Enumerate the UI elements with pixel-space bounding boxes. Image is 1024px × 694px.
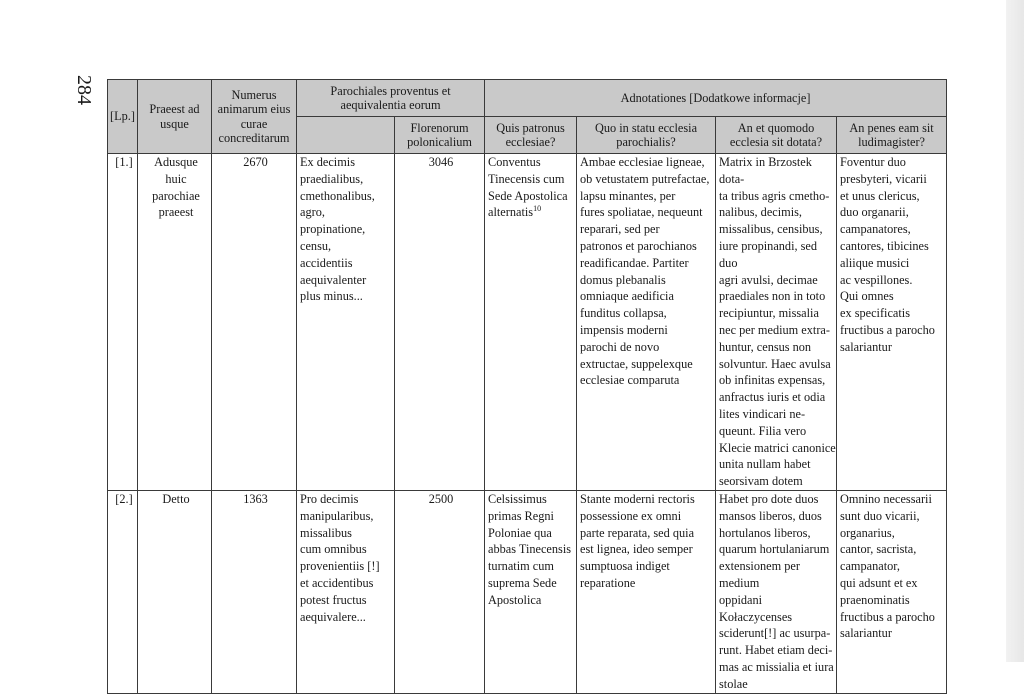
header-adnotationes-group: Adnotationes [Dodatkowe informacje]: [485, 80, 947, 117]
row-proventus: Pro decimis manipularibus, missalibus cum omnibus provenientiis [!] et accidentibus potest fructus aequivalere...: [297, 490, 395, 693]
row-numerus: 2670: [212, 154, 297, 491]
row-lp: [1.]: [108, 154, 138, 491]
row-status: Ambae ecclesiae ligneae, ob vetustatem putrefactae, lapsu minantes, per fures spoliatae, nequeunt reparari, sed per patronos et parochianos readificandae. Partiter domus plebanalis omniaque aedificia funditus collapsa, impensis moderni parochi de novo extructae, suppelexque ecclesiae comparuta: [577, 154, 716, 491]
row-florenorum: 2500: [395, 490, 485, 693]
row-status: Stante moderni rectoris possessione ex omni parte reparata, sed quia est lignea, ideo semper sumptuosa indiget reparatione: [577, 490, 716, 693]
header-patronus: Quis patronus ecclesiae?: [485, 117, 577, 154]
header-praeest: Praeest ad usque: [138, 80, 212, 154]
patronus-text: Conventus Tinecensis cum Sede Apostolica alternatis: [488, 155, 568, 220]
row-praeest: Adusque huic parochiae praeest: [138, 154, 212, 491]
table-row: [108, 490, 947, 693]
header-proventus-blank: [297, 117, 395, 154]
header-proventus-group: Parochiales proventus et aequivalentia eorum: [297, 80, 485, 117]
header-ludimagister: An penes eam sit ludimagister?: [837, 117, 947, 154]
row-patronus: [485, 154, 577, 491]
row-praeest: Detto: [138, 490, 212, 693]
header-lp: [Lp.]: [108, 80, 138, 154]
parish-table: [107, 79, 947, 694]
page-edge-shadow: [1006, 0, 1024, 662]
header-dotata: An et quomodo ecclesia sit dotata?: [716, 117, 837, 154]
header-numerus: Numerus animarum eius curae concreditarum: [212, 80, 297, 154]
row-patronus: Celsissimus primas Regni Poloniae qua abbas Tinecensis turnatim cum suprema Sede Apostolica: [485, 490, 577, 693]
row-ludimagister: Foventur duo presbyteri, vicarii et unus clericus, duo organarii, campanatores, cantores, tibicines aliique musici ac vespillones. Qui omnes ex specificatis fructibus a parocho salariantur: [837, 154, 947, 491]
row-dotata: Habet pro dote duos mansos liberos, duos hortulanos liberos, quarum hortulaniarum extensionem per medium oppidani Kołaczycenses sciderunt[!] ac usurpa- runt. Habet etiam deci- mas ac missialia et iura stolae: [716, 490, 837, 693]
footnote-ref: 10: [533, 204, 542, 214]
row-florenorum: 3046: [395, 154, 485, 491]
header-florenorum: Florenorum polonicalium: [395, 117, 485, 154]
row-ludimagister: Omnino necessarii sunt duo vicarii, organarius, cantor, sacrista, campanator, qui adsunt et ex praenominatis fructibus a parocho salariantur: [837, 490, 947, 693]
page-number: 284: [73, 75, 95, 105]
row-dotata: Matrix in Brzostek dota- ta tribus agris cmetho- nalibus, decimis, missalibus, censibus, iure propinandi, sed duo agri avulsi, decimae praediales non in toto recipiuntur, missalia nec per medium extra- huntur, census non solvuntur. Haec avulsa ob infinitas expensas, anfractus iuris et odia lites vindicari ne- queunt. Filia vero Klecie matrici canonice unita nullam habet seorsivam dotem: [716, 154, 837, 491]
table-row: [108, 154, 947, 491]
header-status: Quo in statu ecclesia parochialis?: [577, 117, 716, 154]
row-numerus: 1363: [212, 490, 297, 693]
row-lp: [2.]: [108, 490, 138, 693]
row-proventus: Ex decimis praedialibus, cmethonalibus, agro, propinatione, censu, accidentiis aequivalenter plus minus...: [297, 154, 395, 491]
